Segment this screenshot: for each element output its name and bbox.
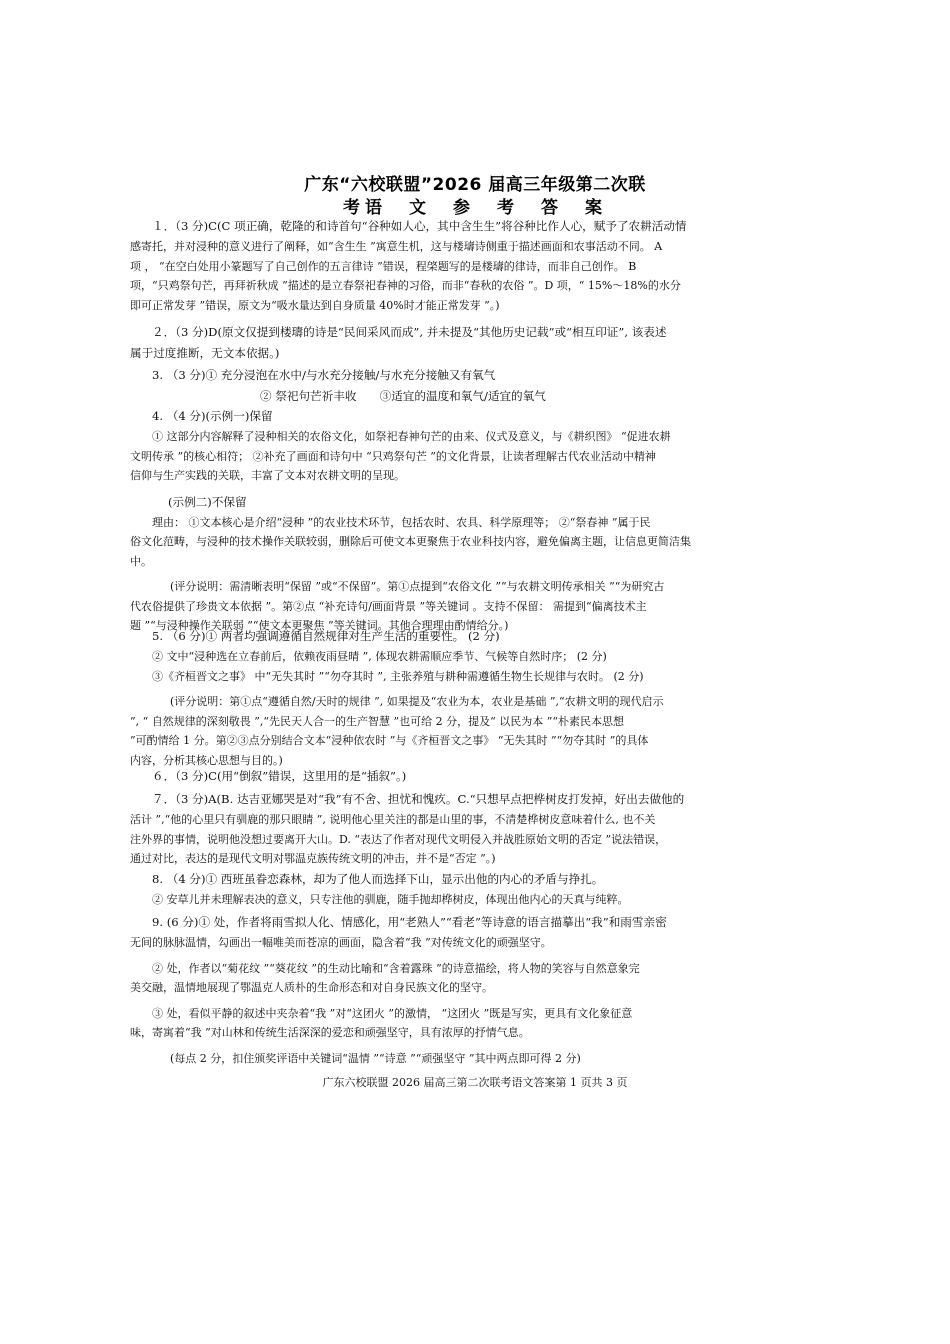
answer-line: 项，“只鸡祭句芒，再拜祈秋成 ”描述的是立春祭祀春神的习俗，而非“春秋的农俗 ”。D 项，“ 15%～18%的水分 <box>130 279 681 292</box>
answer-q4 <box>130 406 820 636</box>
answer-line: 属于过度推断，无文本依据。) <box>130 346 280 360</box>
document-subtitle: 考语 文 参 考 答 案 <box>343 198 607 218</box>
answer-line: 活计 ”,“他的心里只有驯鹿的那只眼睛 ”, 说明他心里关注的都是山里的事，不清楚桦树皮意味着什么, 也不关 <box>130 813 656 826</box>
answer-line: 无间的脉脉温情，勾画出一幅唯美而苍凉的画面，隐含着“我 ”对传统文化的顽强坚守。 <box>130 936 552 949</box>
answer-line: ７．（3 分)A(B. 达吉亚娜哭是对“我”有不舍、担忧和愧疚。C.“只想早点把桦树皮打发掉，好出去做他的 <box>152 792 685 806</box>
answer-line: ③ 处，看似平静的叙述中夹杂着“我 ”对“这团火 ”的激情， “这团火 ”既是写实，更具有文化象征意 <box>152 1006 633 1020</box>
answer-q1 <box>130 216 820 315</box>
answer-line: 内容，分析其核心思想与目的。) <box>130 753 283 767</box>
answer-line: 注外界的事情，说明他没想过要离开大山。D. “表达了作者对现代文明侵入并战胜原始文明的否定 ”说法错误， <box>130 832 667 846</box>
answer-line: ② 祭祀句芒祈丰收 ③适宜的温度和氧气/适宜的氧气 <box>260 389 546 403</box>
answer-line: 4. （4 分)(示例一)保留 <box>152 409 273 423</box>
document-title: 广东“六校联盟”2026 届高三年级第二次联 <box>304 175 646 195</box>
answer-line: ② 文中“浸种选在立春前后，依赖夜雨昼晴 ”, 体现农耕需顺应季节、气候等自然时序； (2 分) <box>152 650 607 663</box>
answer-line: 文明传承 ”的核心相符； ②补充了画面和诗句中 “只鸡祭句芒 ”的文化背景，让读者理解古代农业活动中精神 <box>130 449 656 463</box>
answer-q6 <box>130 766 820 787</box>
answer-line: 通过对比，表达的是现代文明对鄂温克族传统文明的冲击，并不是“否定 ”。) <box>130 852 496 865</box>
answer-line: ① 这部分内容解释了浸种相关的农俗文化，如祭祀春神句芒的由来、仪式及意义，与《耕织图》 “促进农耕 <box>152 430 671 443</box>
page-footer: 广东六校联盟 2026 届高三第二次联考语文答案第 1 页共 3 页 <box>322 1076 628 1089</box>
answer-line: 感寄托，并对浸种的意义进行了阐释，如“含生生 ”寓意生机，这与楼璹诗侧重于描述画面和农事活动不同。 A <box>130 240 663 253</box>
answer-line: 理由： ①文本核心是介绍“浸种 ”的农业技术环节，包括农时、农具、科学原理等； ②“祭春神 ”属于民 <box>152 515 651 529</box>
answer-line: (每点 2 分，扣住颁奖评语中关键词“温情 ”“诗意 ”“顽强坚守 ”其中两点即可得 2 分) <box>170 1051 581 1065</box>
answer-q3 <box>130 365 820 407</box>
answer-line: 项 ， “在空白处用小篆题写了自己创作的五言律诗 ”错误，程棨题写的是楼璹的律诗，而非自己创作。 B <box>130 259 637 273</box>
answer-line: 9. (6 分)① 处，作者将雨雪拟人化、情感化，用“老熟人”“看老”等诗意的语言描摹出“我”和雨雪亲密 <box>152 915 667 929</box>
answer-line: ６．（3 分)C(用“倒叙”错误，这里用的是“插叙”。) <box>152 769 407 783</box>
answer-line: (评分说明：需清晰表明“保留 ”或“不保留”。第①点提到“农俗文化 ”“与农耕文明传承相关 ”“为研究古 <box>170 580 665 593</box>
answer-q8 <box>130 869 820 910</box>
answer-line: 代农俗提供了珍贵文本依据 ”。第②点 “补充诗句/画面背景 ”等关键词 。支持不保留： 需提到“偏离技术主 <box>130 599 647 613</box>
answer-line: 3. （3 分)① 充分浸泡在水中/与水充分接触/与水充分接触又有氧气 <box>152 368 496 382</box>
answer-q7 <box>130 789 820 869</box>
answer-line: 题 ”“与浸种操作关联弱 ”“使文本更聚焦 ”等关键词。其他合理理由酌情给分。) <box>130 619 509 632</box>
answer-line: ”可酌情给 1 分。第②③点分别结合文本“浸种依农时 ”与《齐桓晋文之事》 “无失其时 ”“勿夺其时 ”的具体 <box>130 734 649 747</box>
answer-q5 <box>130 626 820 770</box>
answer-line: 美交融，温情地展现了鄂温克人质朴的生命形态和对自身民族文化的坚守。 <box>130 981 493 994</box>
answer-q9 <box>130 912 820 1068</box>
answer-line: １．（3 分)C(C 项正确，乾隆的和诗首句“谷种如人心，其中含生生”将谷种比作人心，赋予了农耕活动情 <box>152 219 687 233</box>
answer-line: ③《齐桓晋文之事》 中“无失其时 ”“勿夺其时 ”, 主张养殖与耕种需遵循生物生长规律与农时。 (2 分) <box>152 669 644 683</box>
answer-line: ② 处，作者以“菊花纹 ”“葵花纹 ”的生动比喻和“含着露珠 ”的诗意描绘，将人物的笑容与自然意象完 <box>152 961 640 975</box>
answer-line: (示例二)不保留 <box>168 494 247 509</box>
answer-line: 俗文化范畴，与浸种的技术操作关联较弱，删除后可使文本更聚焦于农业科技内容，避免偏离主题，让信息更简洁集 <box>130 535 691 548</box>
answer-line: 味，寄寓着“我 ”对山林和传统生活深深的爱恋和顽强坚守，具有浓厚的抒情气息。 <box>130 1026 530 1039</box>
answer-line: 信仰与生产实践的关联，丰富了文本对农耕文明的呈现。 <box>130 469 405 482</box>
answer-q2 <box>130 322 820 364</box>
answer-line: 8. （4 分)① 西班虽眷恋森林，却为了他人而选择下山，显示出他的内心的矛盾与挣扎。 <box>152 872 604 886</box>
answer-line: ② 安草儿并未理解表决的意义，只专注他的驯鹿，随手抛却桦树皮，体现出他内心的天真与纯粹。 <box>152 893 629 906</box>
answer-line: 即可正常发芽 ”错误，原文为“吸水量达到自身质量 40%时才能正常发芽 ”。) <box>130 298 500 312</box>
answer-line: ”, “ 自然规律的深刻敬畏 ”,“先民天人合一的生产智慧 ”也可给 2 分，提及“ 以民为本 ”“朴素民本思想 <box>130 714 624 728</box>
answer-line: 中。 <box>130 554 152 568</box>
answer-line: (评分说明：第①点“遵循自然/天时的规律 ”, 如果提及“农业为本，农业是基础 ”,“农耕文明的现代启示 <box>170 695 664 708</box>
answer-line: 5. （6 分)① 两者均强调遵循自然规律对生产生活的重要性。 (2 分) <box>152 629 500 643</box>
answer-line: ２．（3 分)D(原文仅提到楼璹的诗是“民间采风而成”, 并未提及“其他历史记载”或“相互印证”, 该表述 <box>152 325 667 339</box>
